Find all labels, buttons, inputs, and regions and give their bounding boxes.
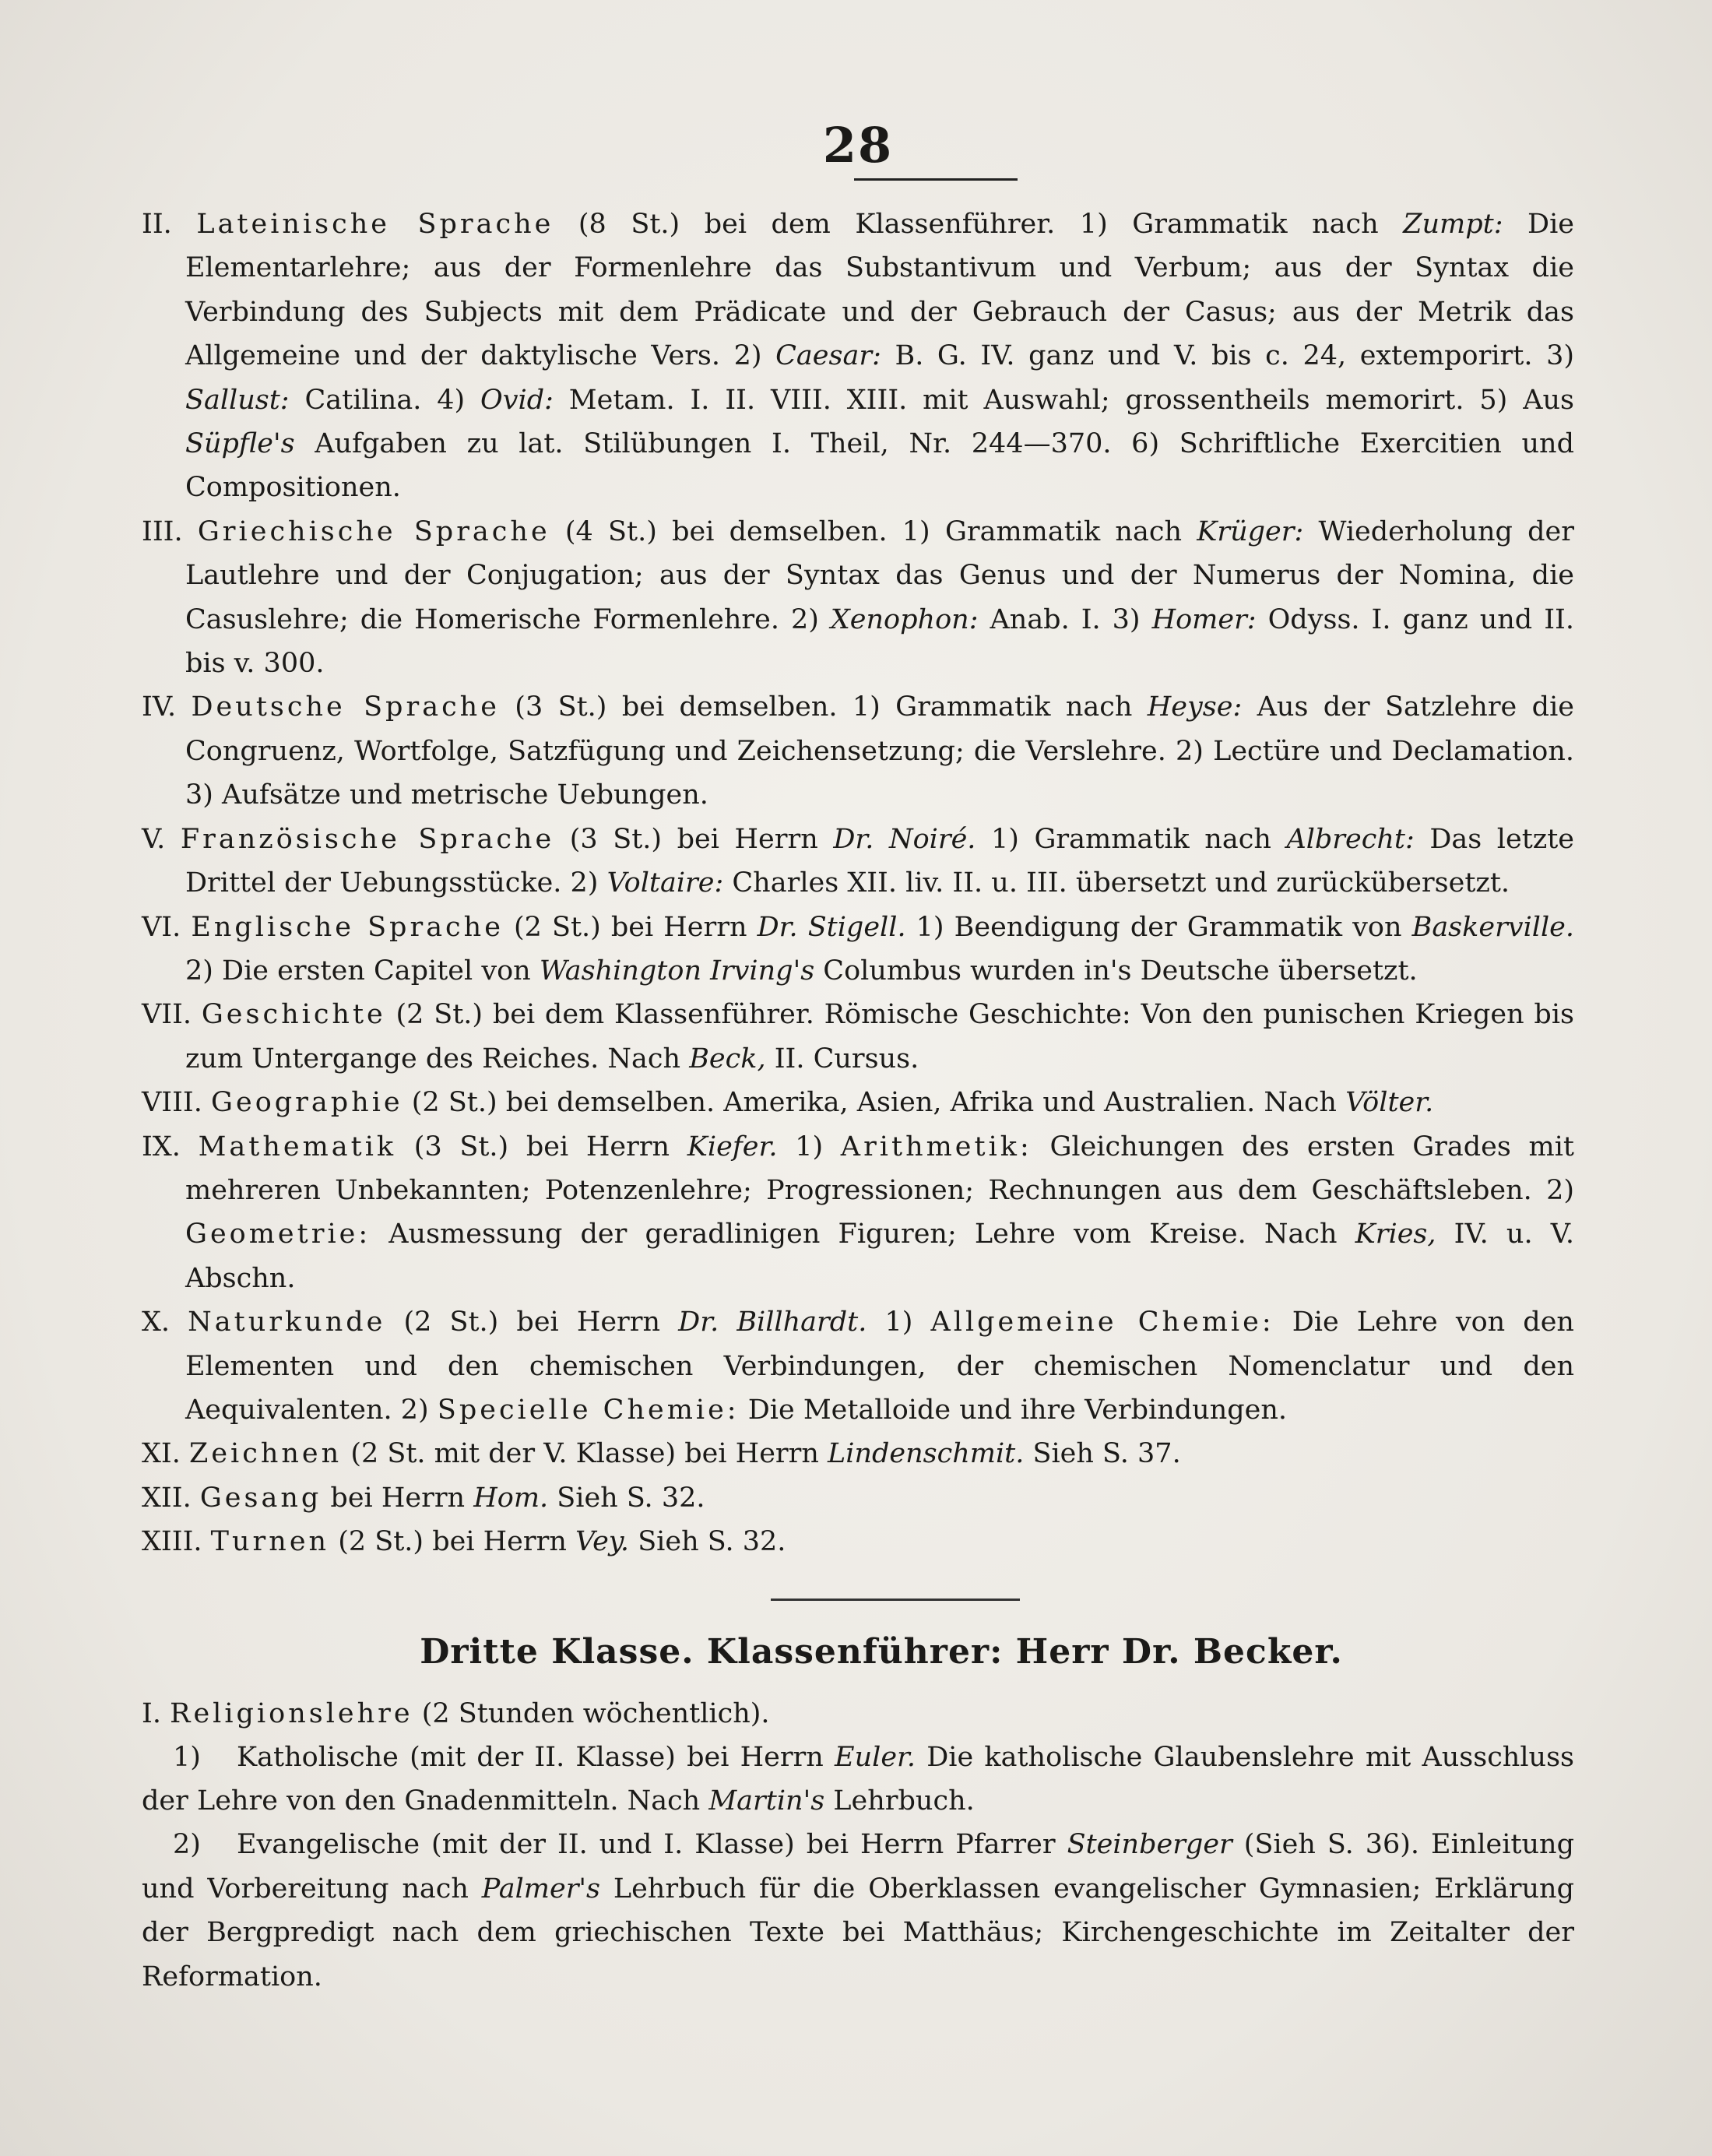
entry-text: (2 St.) bei Herrn — [385, 1307, 679, 1338]
entry-spaced: Arithmetik: — [840, 1131, 1032, 1162]
entry-text: (2 St.) bei Herrn — [503, 911, 758, 943]
entry-text: Charles XII. liv. II. u. III. übersetzt und zurückübersetzt. — [723, 867, 1510, 899]
entry-number: XIII. — [142, 1526, 202, 1558]
entry-ix — [142, 1125, 1574, 1301]
entry-number: V. — [142, 823, 166, 855]
entry-text: (2 St.) bei Herrn — [329, 1526, 576, 1558]
religion-rest: (2 Stunden wöchentlich). — [413, 1697, 770, 1729]
religion-italic: Palmer's — [481, 1873, 601, 1905]
entry-italic: Zumpt: — [1403, 209, 1503, 240]
page-content — [142, 117, 1574, 1999]
entry-x — [142, 1300, 1574, 1432]
entry-italic: Xenophon: — [830, 603, 979, 635]
entry-subject: Zeichnen — [189, 1438, 343, 1470]
religion-italic: Steinberger — [1067, 1829, 1232, 1861]
entry-xiii — [142, 1520, 1574, 1563]
entry-italic: Homer: — [1151, 603, 1257, 635]
entry-text: (2 St.) bei dem Klassenführer. Römische Geschichte: Von den punischen Kriegen bis zum Untergange des Reiches. Nach — [185, 999, 1574, 1074]
entry-xii — [142, 1476, 1574, 1520]
entry-text: (4 St.) bei demselben. 1) Grammatik nach — [550, 515, 1197, 547]
entry-number: XI. — [142, 1438, 181, 1470]
entry-text: (2 St.) bei demselben. Amerika, Asien, Afrika und Australien. Nach — [403, 1087, 1346, 1119]
entry-subject: Englische Sprache — [191, 911, 504, 943]
entry-italic: Beck, — [689, 1043, 766, 1074]
religion-text: Die katholische Glaubenslehre mit Ausschluss der Lehre von den Gnadenmitteln. Nach — [142, 1741, 1574, 1817]
entry-italic: Dr. Stigell. — [757, 911, 906, 943]
entry-text: 2) Die ersten Capitel von — [185, 955, 540, 987]
entry-italic: Baskerville. — [1411, 911, 1574, 943]
entry-text: Die Metalloide und ihre Verbindungen. — [739, 1394, 1288, 1426]
entry-spaced: Specielle Chemie: — [437, 1394, 740, 1426]
religion-subject: Religionslehre — [170, 1697, 413, 1729]
entry-text: Metam. I. II. VIII. XIII. mit Auswahl; grossentheils memorirt. 5) Aus — [553, 384, 1574, 416]
entry-italic: Sallust: — [185, 384, 290, 416]
entry-italic: Dr. Billhardt. — [678, 1307, 867, 1338]
entry-text: (8 St.) bei dem Klassenführer. 1) Grammatik nach — [554, 209, 1404, 240]
section-divider — [771, 1599, 1020, 1601]
entry-subject: Naturkunde — [188, 1307, 386, 1338]
entry-number: VIII. — [142, 1087, 202, 1119]
entry-number: XII. — [142, 1482, 192, 1514]
entry-subject: Lateinische Sprache — [196, 209, 554, 240]
entry-text: Die Lehre von den Elementen und den chemischen Verbindungen, der chemischen Nomenclatur und den Aequivalenten. 2) — [185, 1307, 1574, 1426]
religion-num: I. — [142, 1697, 161, 1729]
entry-spaced: Geometrie: — [185, 1219, 371, 1250]
page-number: 28 — [822, 117, 894, 174]
entry-text: Sieh S. 32. — [629, 1526, 786, 1558]
entry-vi — [142, 906, 1574, 994]
religion-item-number: 1) — [173, 1741, 201, 1773]
religion-text: Lehrbuch für die Oberklassen evangelischer Gymnasien; Erklärung der Bergpredigt nach dem griechischen Texte bei Matthäus; Kirchengeschichte im Zeitalter der Reformation. — [142, 1873, 1574, 1992]
entry-subject: Deutsche Sprache — [191, 691, 500, 723]
entry-text: IV. u. V. Abschn. — [185, 1219, 1574, 1294]
religion-text: Lehrbuch. — [824, 1785, 975, 1817]
entry-text: B. G. IV. ganz und V. bis c. 24, extemporirt. 3) — [881, 340, 1574, 372]
entry-v — [142, 818, 1574, 906]
religion-item — [142, 1736, 1574, 1824]
entry-italic: Washington Irving's — [539, 955, 815, 987]
entry-text: Anab. I. 3) — [978, 603, 1152, 635]
religion-text: Katholische (mit der II. Klasse) bei Herrn — [237, 1741, 835, 1773]
entry-subject: Französische Sprache — [180, 823, 555, 855]
entry-spaced: Allgemeine Chemie: — [930, 1307, 1274, 1338]
entry-italic: Völter. — [1345, 1087, 1434, 1119]
entry-italic: Dr. Noiré. — [833, 823, 976, 855]
entry-number: II. — [142, 209, 172, 240]
entry-text: 1) — [777, 1131, 841, 1162]
entry-text: (3 St.) bei Herrn — [554, 823, 834, 855]
entry-italic: Albrecht: — [1286, 823, 1415, 855]
religion-heading — [142, 1692, 1574, 1736]
entry-subject: Griechische Sprache — [197, 515, 550, 547]
entry-text: 1) Grammatik nach — [976, 823, 1287, 855]
entry-number: VI. — [142, 911, 181, 943]
entry-text: (3 St.) bei demselben. 1) Grammatik nach — [499, 691, 1148, 723]
entry-italic: Süpfle's — [185, 428, 295, 460]
religion-italic: Euler. — [835, 1741, 916, 1773]
entry-text: Ausmessung der geradlinigen Figuren; Lehre vom Kreise. Nach — [371, 1219, 1355, 1250]
entry-text: 1) Beendigung der Grammatik von — [905, 911, 1412, 943]
entry-text: Columbus wurden in's Deutsche übersetzt. — [814, 955, 1418, 987]
entry-subject: Turnen — [210, 1526, 330, 1558]
entry-xi — [142, 1432, 1574, 1475]
entry-number: IV. — [142, 691, 177, 723]
entry-text: Das letzte Drittel der Uebungsstücke. 2) — [185, 823, 1574, 899]
entry-italic: Lindenschmit. — [828, 1438, 1025, 1470]
entry-italic: Ovid: — [480, 384, 554, 416]
entry-italic: Kiefer. — [687, 1131, 778, 1162]
entry-text: (2 St. mit der V. Klasse) bei Herrn — [342, 1438, 828, 1470]
entry-text: II. Cursus. — [765, 1043, 919, 1074]
entry-italic: Kries, — [1355, 1219, 1436, 1250]
entry-text: Aus der Satzlehre die Congruenz, Wortfolge, Satzfügung und Zeichensetzung; die Verslehre. 2) Lectüre und Declamation. 3) Aufsätze und metrische Uebungen. — [185, 691, 1574, 811]
religion-italic: Martin's — [708, 1785, 825, 1817]
entry-text: (3 St.) bei Herrn — [396, 1131, 687, 1162]
entry-text: Catilina. 4) — [289, 384, 481, 416]
entry-text: bei Herrn — [322, 1482, 474, 1514]
entry-viii — [142, 1081, 1574, 1124]
entry-subject: Geographie — [211, 1087, 403, 1119]
entry-text: Sieh S. 32. — [548, 1482, 705, 1514]
entry-number: IX. — [142, 1131, 181, 1162]
entry-italic: Krüger: — [1197, 515, 1304, 547]
entry-italic: Hom. — [473, 1482, 549, 1514]
curriculum-entries — [142, 202, 1574, 1564]
entry-subject: Mathematik — [198, 1131, 397, 1162]
page-number-rule — [854, 178, 1018, 181]
entry-italic: Voltaire: — [606, 867, 724, 899]
entry-number: X. — [142, 1307, 170, 1338]
entry-vii — [142, 993, 1574, 1081]
entry-number: VII. — [142, 999, 192, 1031]
entry-text: Sieh S. 37. — [1024, 1438, 1181, 1470]
entry-italic: Vey. — [575, 1526, 630, 1558]
class-heading: Dritte Klasse. Klassenführer: Herr Dr. Becker. — [420, 1631, 1343, 1672]
entry-text: Die Elementarlehre; aus der Formenlehre das Substantivum und Verbum; aus der Syntax die Verbindung des Subjects mit dem Prädicate und der Gebrauch der Casus; aus der Metrik das Allgemeine und der daktylische Vers. 2) — [185, 209, 1574, 372]
entry-iii — [142, 510, 1574, 686]
religion-text: (Sieh S. 36). Einleitung und Vorbereitung nach — [142, 1829, 1574, 1905]
entry-text: Wiederholung der Lautlehre und der Conjugation; aus der Syntax das Genus und der Numerus der Nomina, die Casuslehre; die Homerische Formenlehre. 2) — [185, 515, 1574, 635]
religion-item — [142, 1823, 1574, 1999]
religion-item-number: 2) — [173, 1829, 201, 1861]
entry-text: 1) — [867, 1307, 931, 1338]
entry-text: Aufgaben zu lat. Stilübungen I. Theil, Nr. 244—370. 6) Schriftliche Exercitien und Compositionen. — [185, 428, 1574, 504]
entry-subject: Gesang — [199, 1482, 322, 1514]
entry-italic: Heyse: — [1147, 691, 1243, 723]
religion-text: Evangelische (mit der II. und I. Klasse) bei Herrn Pfarrer — [237, 1829, 1067, 1861]
entry-subject: Geschichte — [201, 999, 386, 1031]
entry-italic: Caesar: — [775, 340, 881, 372]
entry-text: Odyss. I. ganz und II. bis v. 300. — [185, 603, 1574, 680]
entry-text: Gleichungen des ersten Grades mit mehreren Unbekannten; Potenzenlehre; Progressionen; Rechnungen aus dem Geschäftsleben. 2) — [185, 1131, 1574, 1206]
entry-iv — [142, 685, 1574, 817]
religion-items — [142, 1736, 1574, 1999]
entry-ii — [142, 202, 1574, 510]
entry-number: III. — [142, 515, 183, 547]
